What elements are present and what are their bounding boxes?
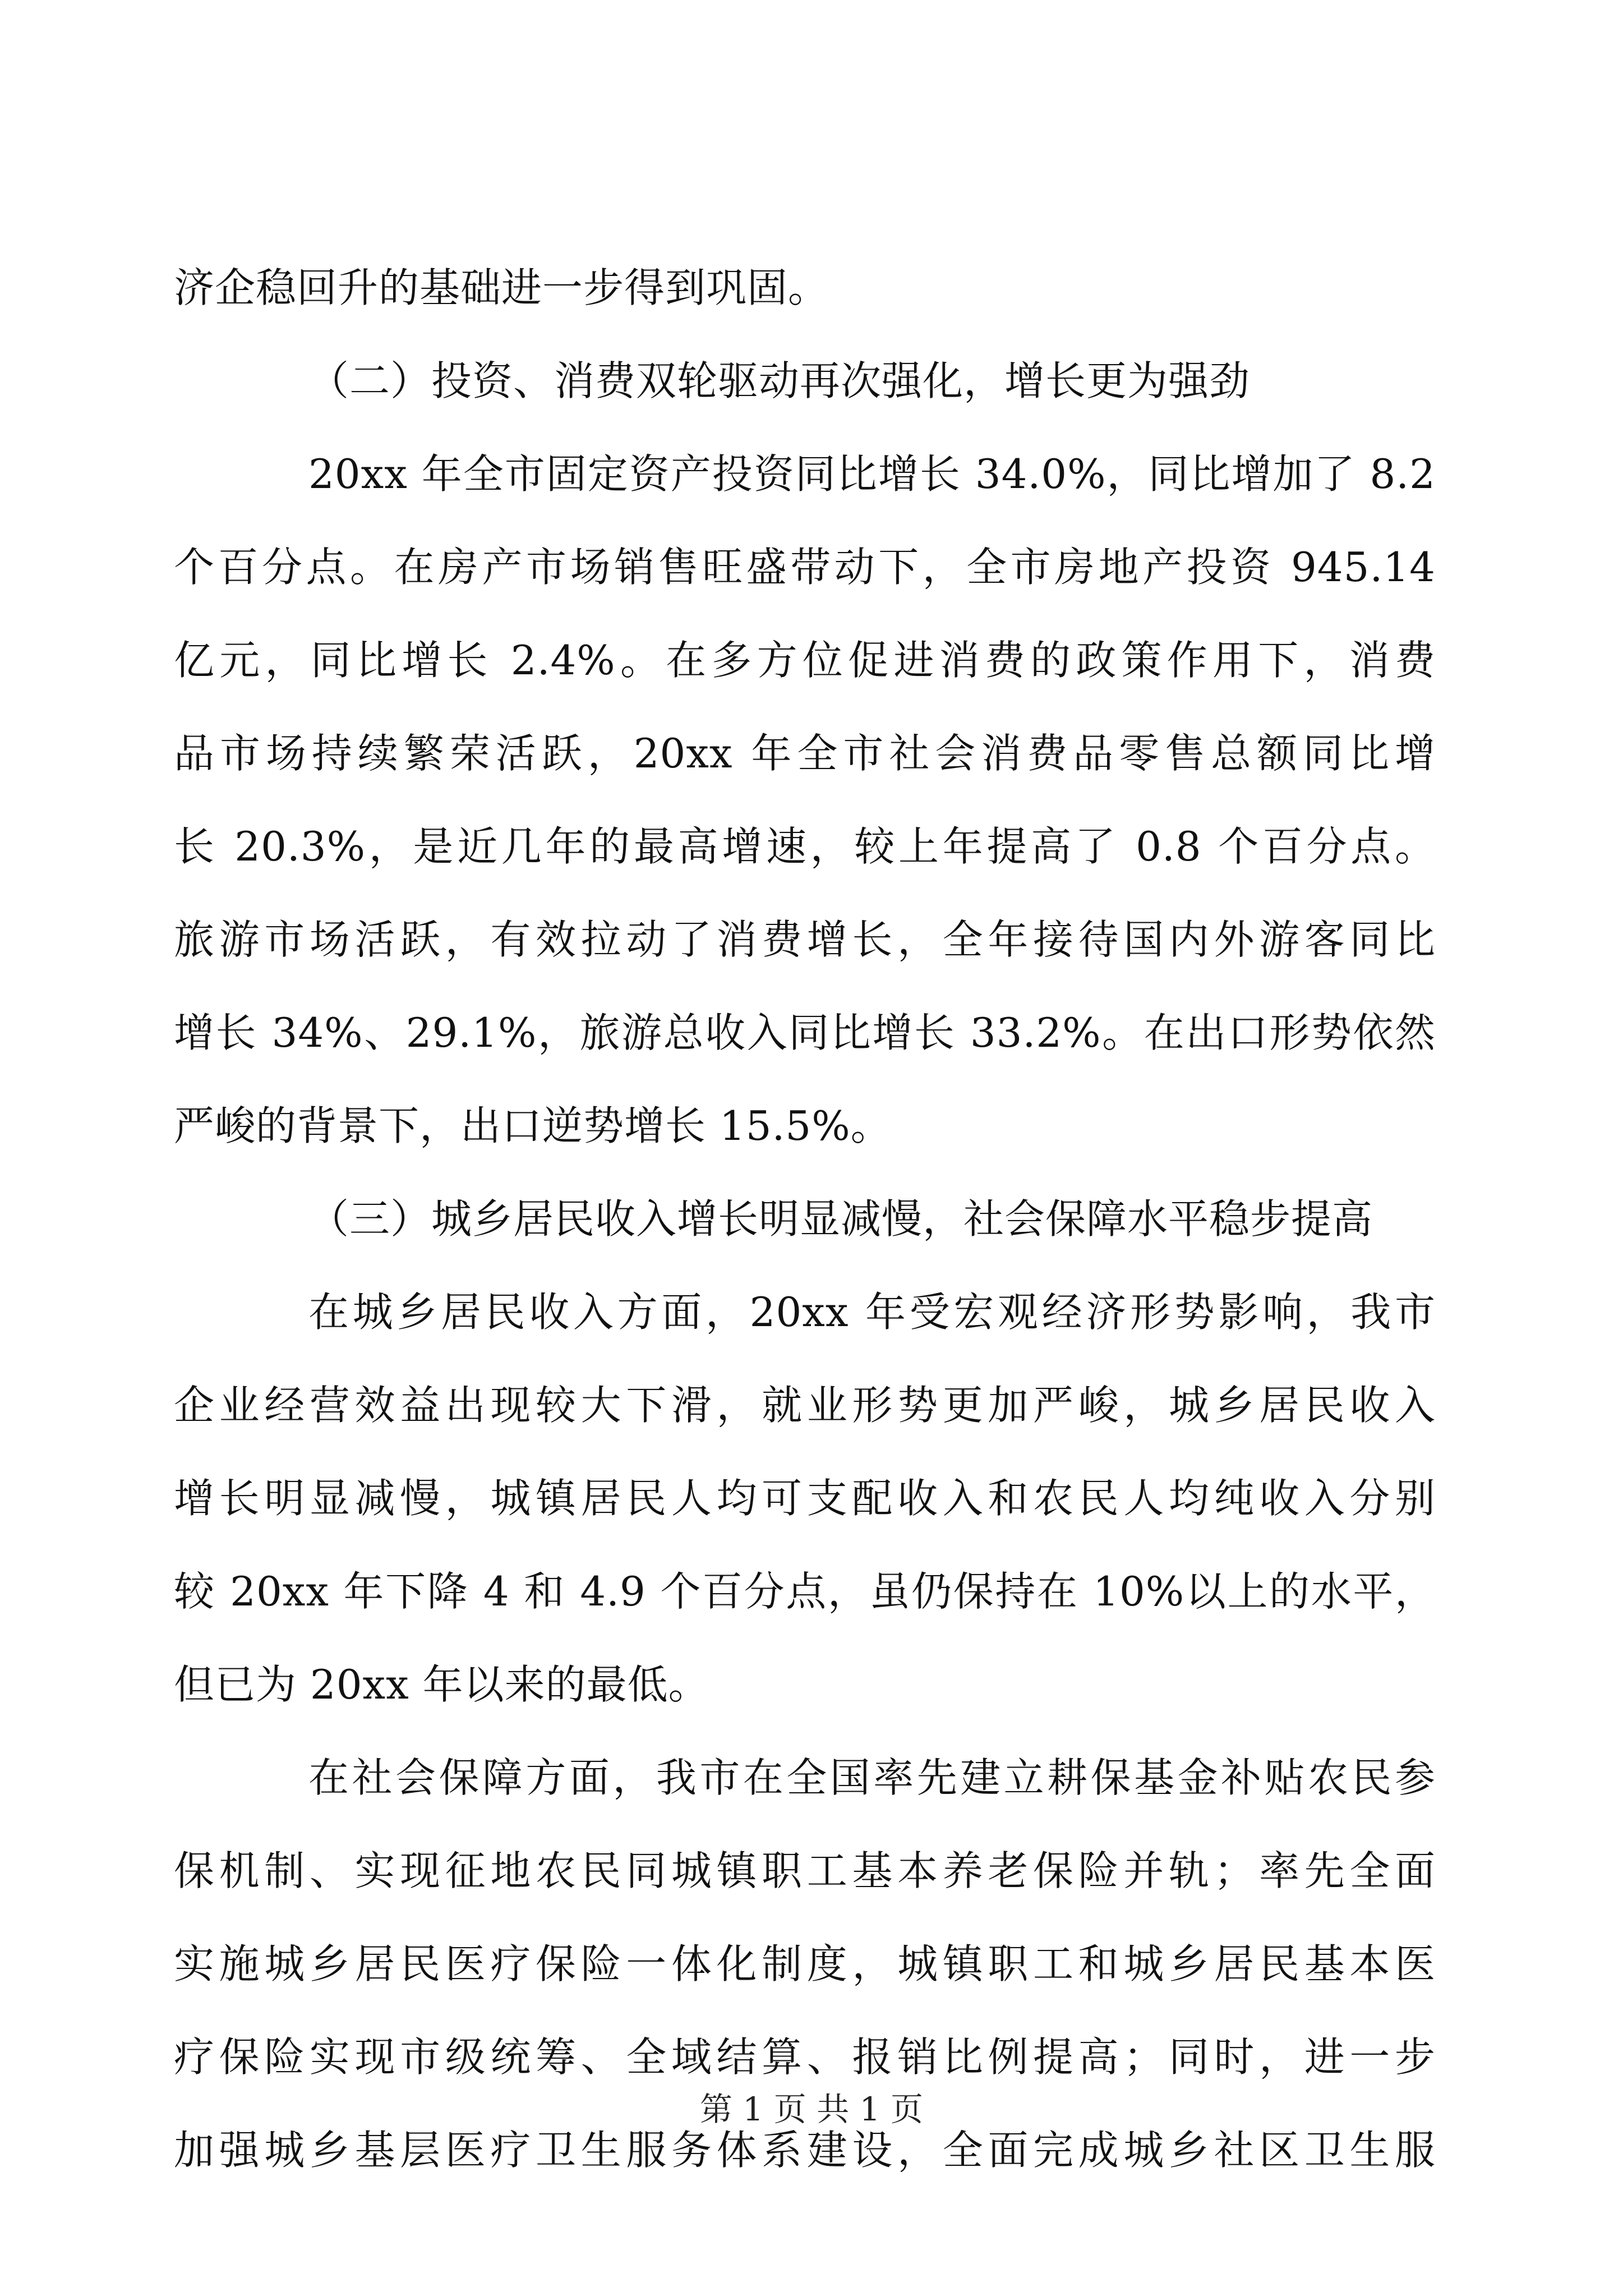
text-line: 实施城乡居民医疗保险一体化制度，城镇职工和城乡居民基本医 [174,1940,1436,1987]
text-line: 在城乡居民收入方面，20xx 年受宏观经济形势影响，我市 [308,1289,1436,1336]
text-line: 亿元，同比增长 2.4%。在多方位促进消费的政策作用下，消费 [174,637,1436,684]
section-heading-2: （二）投资、消费双轮驱动再次强化，增长更为强劲 [308,357,1251,404]
page-number: 第 1 页 共 1 页 [700,2090,923,2128]
text-line: 个百分点。在房产市场销售旺盛带动下，全市房地产投资 945.14 [174,544,1436,591]
text-line: 严峻的背景下，出口逆势增长 15.5%。 [174,1102,892,1149]
document-body [174,241,1436,2197]
text-line: 企业经营效益出现较大下滑，就业形势更加严峻，城乡居民收入 [174,1382,1436,1429]
text-line: 但已为 20xx 年以来的最低。 [174,1661,709,1708]
text-line: 旅游市场活跃，有效拉动了消费增长，全年接待国内外游客同比 [174,916,1436,963]
text-line: 20xx 年全市固定资产投资同比增长 34.0%，同比增加了 8.2 [308,450,1436,498]
text-line: 长 20.3%，是近几年的最高增速，较上年提高了 0.8 个百分点。 [174,823,1436,870]
text-line: 增长明显减慢，城镇居民人均可支配收入和农民人均纯收入分别 [174,1475,1436,1522]
section-heading-3: （三）城乡居民收入增长明显减慢，社会保障水平稳步提高 [308,1195,1373,1243]
text-line: 加强城乡基层医疗卫生服务体系建设，全面完成城乡社区卫生服 [174,2127,1436,2174]
text-line: 疗保险实现市级统筹、全域结算、报销比例提高；同时，进一步 [174,2033,1436,2081]
text-line: 在社会保障方面，我市在全国率先建立耕保基金补贴农民参 [308,1754,1436,1801]
text-line: 品市场持续繁荣活跃，20xx 年全市社会消费品零售总额同比增 [174,730,1436,777]
text-line: 保机制、实现征地农民同城镇职工基本养老保险并轨；率先全面 [174,1847,1436,1894]
text-line: 较 20xx 年下降 4 和 4.9 个百分点，虽仍保持在 10%以上的水平， [174,1568,1436,1615]
text-line: 增长 34%、29.1%，旅游总收入同比增长 33.2%。在出口形势依然 [174,1009,1436,1056]
text-line: 济企稳回升的基础进一步得到巩固。 [174,264,829,311]
